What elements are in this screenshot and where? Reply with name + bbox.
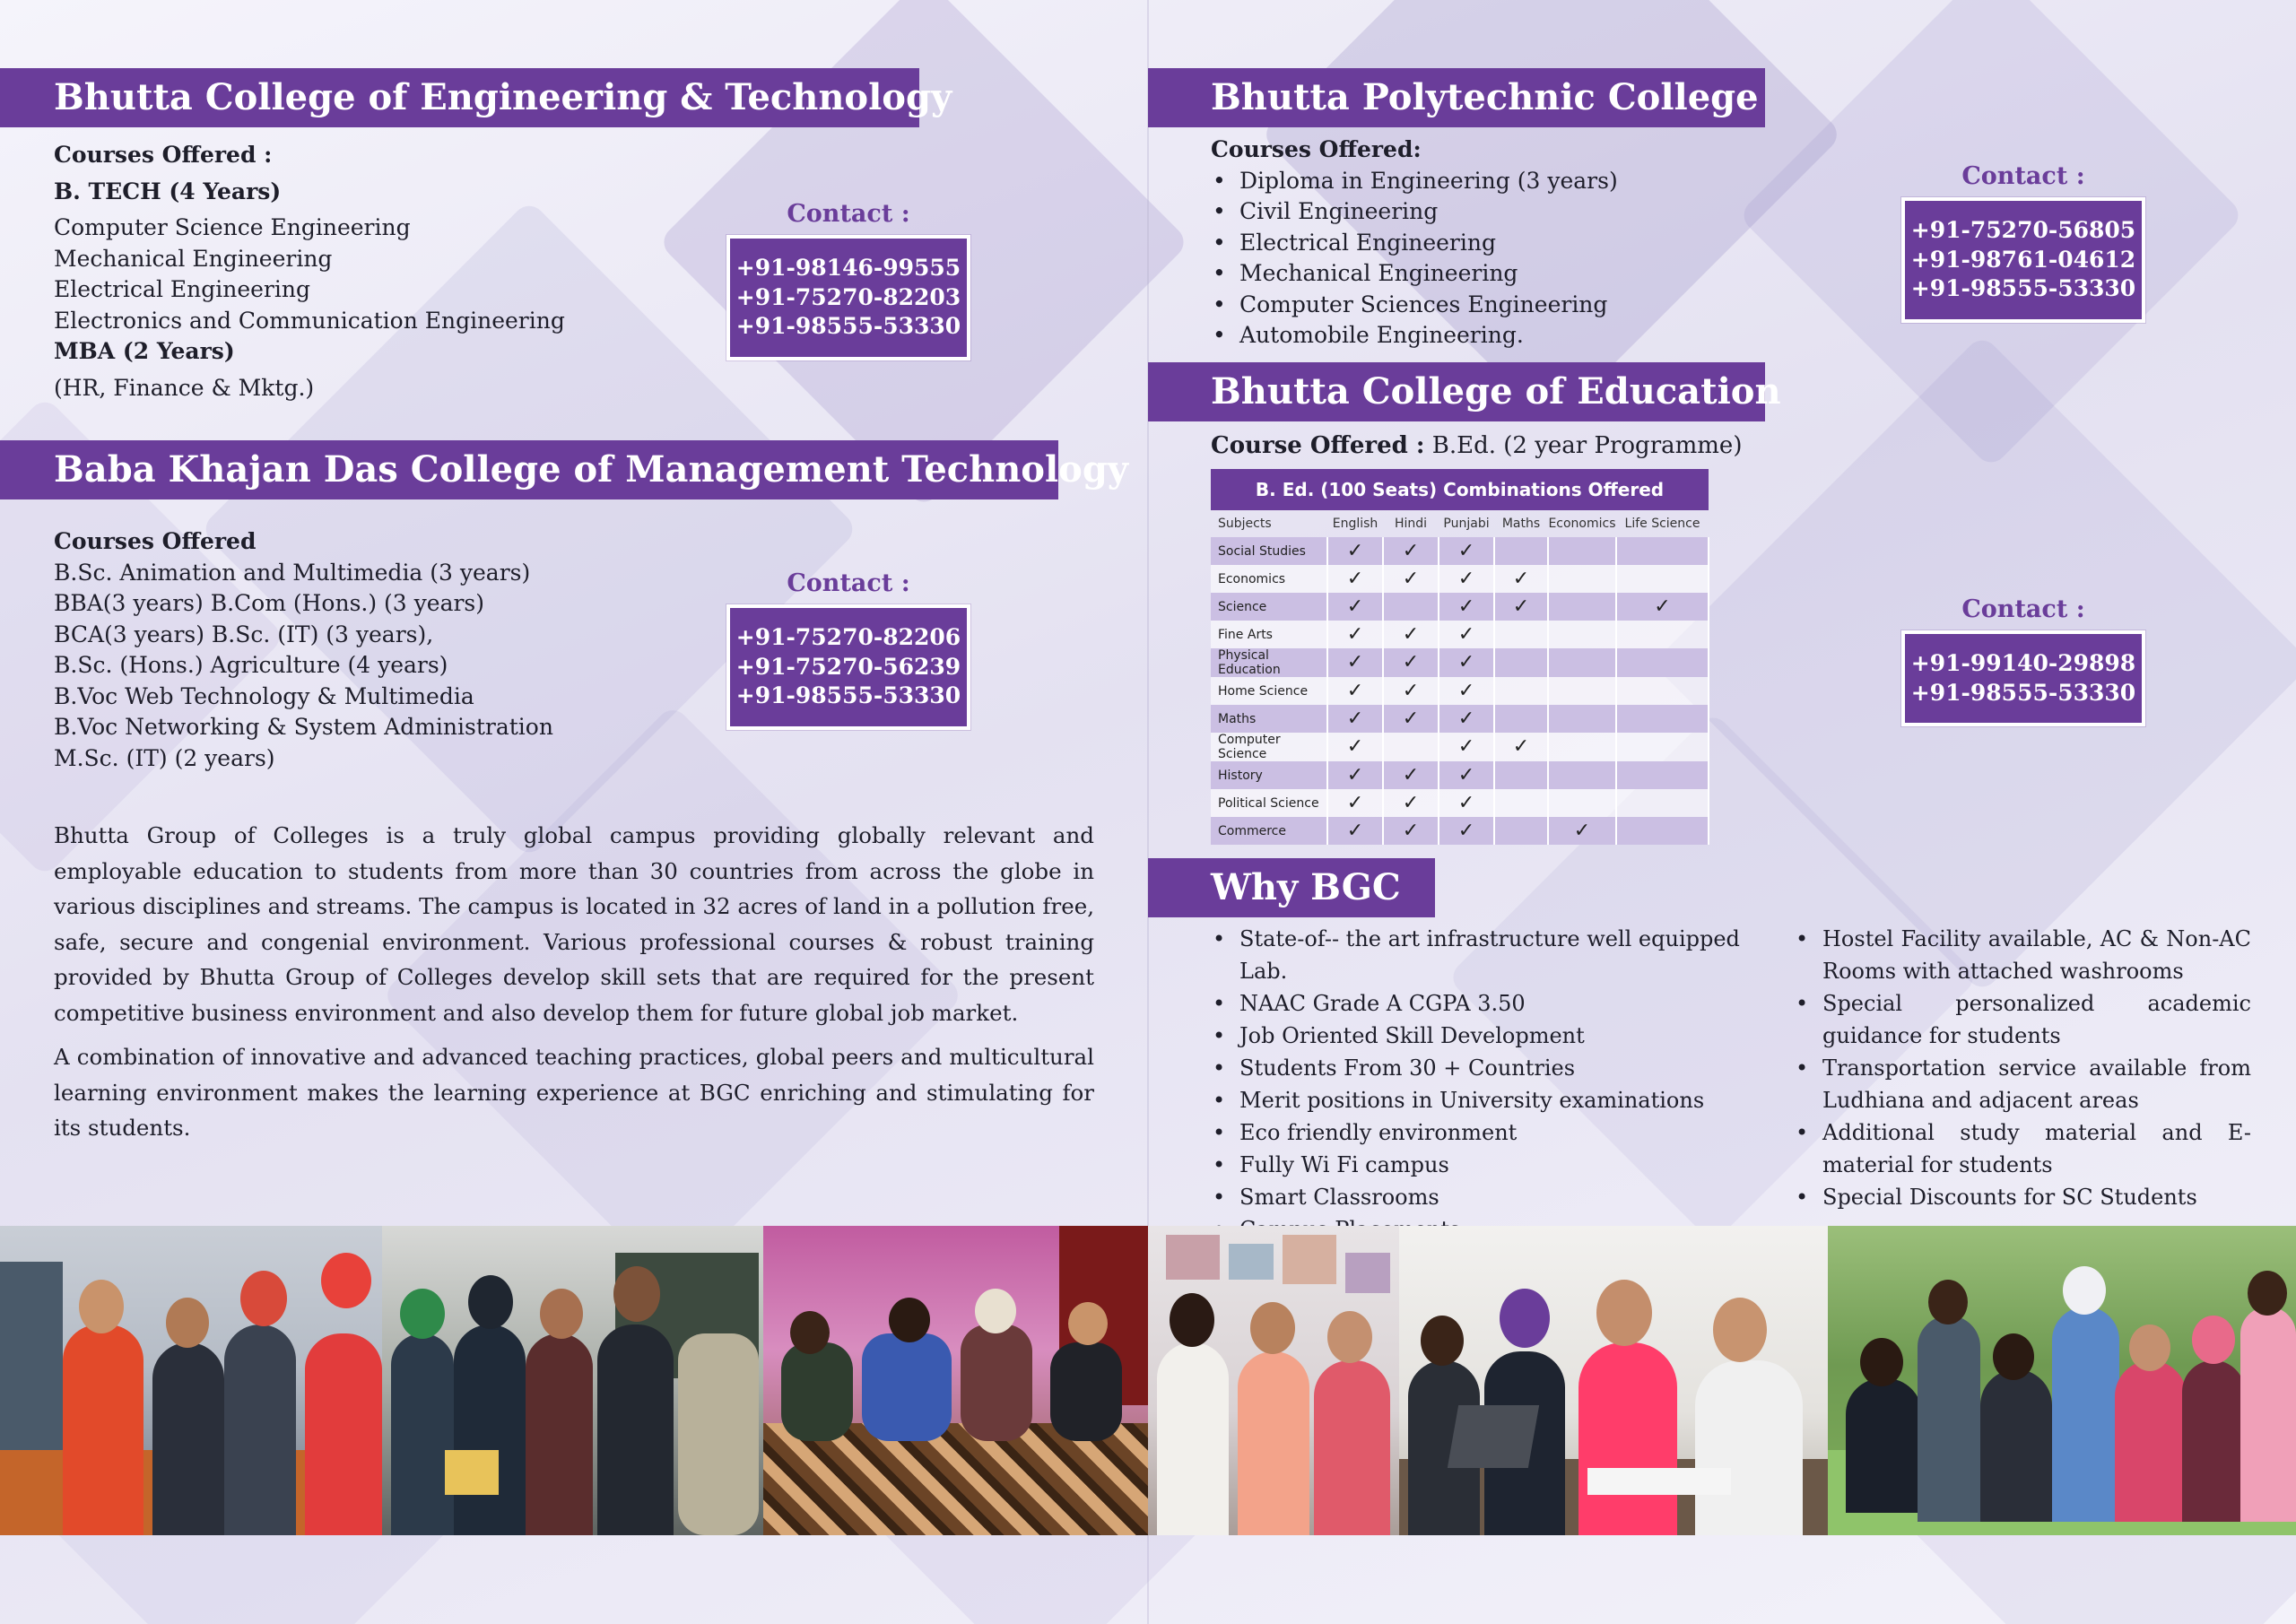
- engineering-title-band: [0, 68, 952, 127]
- subject-cell: Social Studies: [1211, 537, 1327, 565]
- empty-cell: [1548, 789, 1616, 817]
- empty-cell: [1548, 677, 1616, 705]
- check-mark-icon: ✓: [1494, 733, 1548, 761]
- check-mark-icon: ✓: [1383, 621, 1439, 648]
- check-mark-icon: ✓: [1439, 789, 1494, 817]
- why-bgc-item: • Merit positions in University examinations: [1211, 1084, 1767, 1116]
- bed-table-row: [1211, 761, 1709, 789]
- contact-label: Contact :: [787, 200, 910, 228]
- check-mark-icon: ✓: [1327, 789, 1383, 817]
- btech-item: Electrical Engineering: [54, 276, 310, 302]
- education-course-label: Course Offered :: [1211, 432, 1425, 459]
- why-bgc-item: • State-of-- the art infrastructure well equipped Lab.: [1211, 923, 1767, 987]
- polytechnic-courses: [1211, 135, 1618, 352]
- check-mark-icon: ✓: [1383, 537, 1439, 565]
- empty-cell: [1383, 593, 1439, 621]
- photo-mechanical-lab: [382, 1226, 763, 1535]
- polytechnic-title: Bhutta Polytechnic College: [1211, 76, 1759, 118]
- management-item: B.Voc Web Technology & Multimedia: [54, 682, 474, 709]
- subject-cell: History: [1211, 761, 1327, 789]
- btech-heading: B. TECH (4 Years): [54, 178, 282, 204]
- check-mark-icon: ✓: [1327, 733, 1383, 761]
- check-mark-icon: ✓: [1327, 565, 1383, 593]
- phone-number: +91-98555-53330: [735, 313, 961, 339]
- check-mark-icon: ✓: [1327, 705, 1383, 733]
- empty-cell: [1494, 648, 1548, 677]
- phone-number: +91-98555-53330: [1910, 679, 2136, 706]
- contact-phone-box: [1901, 630, 2145, 726]
- photo-student-group-study: [763, 1226, 1148, 1535]
- empty-cell: [1548, 648, 1616, 677]
- why-bgc-item: • Hostel Facility available, AC & Non-AC Rooms with attached washrooms: [1794, 923, 2251, 987]
- check-mark-icon: ✓: [1383, 705, 1439, 733]
- check-mark-icon: ✓: [1327, 761, 1383, 789]
- btech-item: Mechanical Engineering: [54, 245, 333, 272]
- check-mark-icon: ✓: [1439, 705, 1494, 733]
- check-mark-icon: ✓: [1439, 817, 1494, 845]
- engineering-courses-heading: Courses Offered :: [54, 142, 273, 168]
- why-bgc-item: • Special personalized academic guidance for students: [1794, 987, 2251, 1052]
- polytechnic-courses-heading: Courses Offered:: [1211, 136, 1422, 162]
- check-mark-icon: ✓: [1327, 537, 1383, 565]
- polytechnic-item: • Diploma in Engineering (3 years): [1211, 166, 1618, 197]
- why-bgc-title: Why BGC: [1211, 866, 1401, 908]
- management-title: Baba Khajan Das College of Management Technology: [54, 448, 1129, 491]
- subject-cell: Fine Arts: [1211, 621, 1327, 648]
- phone-number: +91-98555-53330: [735, 682, 961, 708]
- why-bgc-list-1: [1211, 923, 1767, 1246]
- why-bgc-item: • Special Discounts for SC Students: [1794, 1181, 2251, 1213]
- check-mark-icon: ✓: [1383, 817, 1439, 845]
- photo-outdoor-students: [1828, 1226, 2296, 1535]
- check-mark-icon: ✓: [1548, 817, 1616, 845]
- subject-cell: Commerce: [1211, 817, 1327, 845]
- management-item: B.Sc. Animation and Multimedia (3 years): [54, 559, 531, 586]
- polytechnic-title-band: [1148, 68, 1765, 127]
- check-mark-icon: ✓: [1439, 621, 1494, 648]
- subject-cell: Physical Education: [1211, 648, 1327, 677]
- bed-table-row: [1211, 648, 1709, 677]
- check-mark-icon: ✓: [1494, 565, 1548, 593]
- polytechnic-item: • Mechanical Engineering: [1211, 258, 1618, 290]
- engineering-contact: [726, 197, 970, 360]
- management-contact: [726, 567, 970, 730]
- btech-item: Electronics and Communication Engineering: [54, 307, 565, 334]
- empty-cell: [1494, 677, 1548, 705]
- bed-table-title: B. Ed. (100 Seats) Combinations Offered: [1211, 469, 1709, 510]
- column-header: Hindi: [1394, 517, 1428, 531]
- bed-table-row: [1211, 733, 1709, 761]
- management-item: M.Sc. (IT) (2 years): [54, 744, 275, 771]
- check-mark-icon: ✓: [1327, 677, 1383, 705]
- check-mark-icon: ✓: [1383, 761, 1439, 789]
- empty-cell: [1548, 761, 1616, 789]
- bed-table-row: [1211, 789, 1709, 817]
- column-header: English: [1332, 517, 1378, 531]
- photo-students-gallery: [1148, 1226, 1399, 1535]
- check-mark-icon: ✓: [1494, 593, 1548, 621]
- column-header: Maths: [1501, 517, 1541, 531]
- empty-cell: [1616, 761, 1709, 789]
- why-bgc-item: • Transportation service available from Ludhiana and adjacent areas: [1794, 1052, 2251, 1116]
- phone-number: +91-75270-56239: [735, 653, 961, 680]
- contact-phone-box: [726, 604, 970, 730]
- management-item: BBA(3 years) B.Com (Hons.) (3 years): [54, 590, 485, 616]
- photo-classroom-students: [1399, 1226, 1828, 1535]
- empty-cell: [1616, 705, 1709, 733]
- why-bgc-list-2: [1794, 923, 2251, 1213]
- why-bgc-item: • Eco friendly environment: [1211, 1116, 1767, 1149]
- bed-table-body: [1211, 537, 1709, 845]
- subject-cell: Science: [1211, 593, 1327, 621]
- check-mark-icon: ✓: [1383, 677, 1439, 705]
- empty-cell: [1616, 537, 1709, 565]
- empty-cell: [1494, 621, 1548, 648]
- empty-cell: [1616, 677, 1709, 705]
- management-title-band: [0, 440, 1129, 499]
- bed-combinations-table: [1211, 469, 1709, 845]
- subject-cell: Home Science: [1211, 677, 1327, 705]
- phone-number: +91-75270-82203: [735, 283, 961, 310]
- polytechnic-item: • Computer Sciences Engineering: [1211, 290, 1618, 321]
- column-header: Life Science: [1624, 517, 1700, 531]
- why-bgc-item: • Fully Wi Fi campus: [1211, 1149, 1767, 1181]
- education-contact: [1901, 593, 2145, 726]
- check-mark-icon: ✓: [1327, 817, 1383, 845]
- btech-item: Computer Science Engineering: [54, 214, 411, 240]
- why-bgc-title-band: [1148, 858, 1435, 917]
- education-course: [1211, 430, 1742, 462]
- management-item: BCA(3 years) B.Sc. (IT) (3 years),: [54, 621, 434, 647]
- polytechnic-course-list: [1211, 166, 1618, 352]
- empty-cell: [1548, 621, 1616, 648]
- empty-cell: [1616, 648, 1709, 677]
- empty-cell: [1494, 789, 1548, 817]
- empty-cell: [1616, 733, 1709, 761]
- bed-table-row: [1211, 621, 1709, 648]
- contact-phone-box: [726, 235, 970, 360]
- polytechnic-item: • Automobile Engineering.: [1211, 320, 1618, 352]
- about-paragraph-1: Bhutta Group of Colleges is a truly global campus providing globally relevant and employable education to students from more than 30 countries from across the globe in various disciplines and streams. The campus is located in 32 acres of land in a pollution free, safe, secure and congenial environment. Various professional courses & robust training provided by Bhutta Group of Colleges develop skill sets that are required for the present competitive business environment and also develop them for future global job market.: [54, 822, 1094, 1026]
- why-bgc-item: • Students From 30 + Countries: [1211, 1052, 1767, 1084]
- bed-table-row: [1211, 593, 1709, 621]
- management-courses: [54, 526, 553, 774]
- contact-label: Contact :: [1961, 162, 2085, 190]
- why-bgc-item: • Smart Classrooms: [1211, 1181, 1767, 1213]
- management-item: B.Sc. (Hons.) Agriculture (4 years): [54, 652, 448, 678]
- education-course-value: B.Ed. (2 year Programme): [1431, 432, 1743, 459]
- contact-label: Contact :: [787, 569, 910, 597]
- check-mark-icon: ✓: [1327, 621, 1383, 648]
- phone-number: +91-98146-99555: [735, 255, 961, 281]
- empty-cell: [1494, 705, 1548, 733]
- empty-cell: [1548, 705, 1616, 733]
- phone-number: +91-98555-53330: [1910, 275, 2136, 301]
- contact-phone-box: [1901, 197, 2145, 323]
- check-mark-icon: ✓: [1439, 593, 1494, 621]
- empty-cell: [1548, 733, 1616, 761]
- engineering-courses: [54, 140, 565, 404]
- empty-cell: [1494, 817, 1548, 845]
- bed-table-header: [1211, 510, 1709, 537]
- education-title: Bhutta College of Education: [1211, 370, 1781, 413]
- empty-cell: [1616, 565, 1709, 593]
- check-mark-icon: ✓: [1616, 593, 1709, 621]
- mba-detail: (HR, Finance & Mktg.): [54, 374, 315, 401]
- polytechnic-item: • Electrical Engineering: [1211, 228, 1618, 259]
- check-mark-icon: ✓: [1439, 677, 1494, 705]
- photo-lab-training: [0, 1226, 382, 1535]
- management-courses-heading: Courses Offered: [54, 528, 257, 554]
- bed-table-row: [1211, 705, 1709, 733]
- mba-heading: MBA (2 Years): [54, 338, 235, 364]
- phone-number: +91-99140-29898: [1910, 650, 2136, 676]
- polytechnic-item: • Civil Engineering: [1211, 196, 1618, 228]
- empty-cell: [1383, 733, 1439, 761]
- bed-table-row: [1211, 537, 1709, 565]
- check-mark-icon: ✓: [1439, 565, 1494, 593]
- subject-cell: Maths: [1211, 705, 1327, 733]
- phone-number: +91-75270-56805: [1910, 217, 2136, 243]
- empty-cell: [1548, 565, 1616, 593]
- empty-cell: [1548, 537, 1616, 565]
- contact-label: Contact :: [1961, 595, 2085, 623]
- check-mark-icon: ✓: [1327, 593, 1383, 621]
- why-bgc-item: • NAAC Grade A CGPA 3.50: [1211, 987, 1767, 1020]
- column-header: Subjects: [1218, 517, 1272, 531]
- subject-cell: Economics: [1211, 565, 1327, 593]
- column-header: Punjabi: [1443, 517, 1490, 531]
- column-header: Economics: [1548, 517, 1616, 531]
- empty-cell: [1616, 817, 1709, 845]
- about-paragraph-2: A combination of innovative and advanced teaching practices, global peers and multicultural learning environment makes the learning experience at BGC enriching and stimulating for its students.: [54, 1044, 1094, 1141]
- check-mark-icon: ✓: [1383, 565, 1439, 593]
- check-mark-icon: ✓: [1439, 648, 1494, 677]
- empty-cell: [1548, 593, 1616, 621]
- bed-table-row: [1211, 677, 1709, 705]
- phone-number: +91-75270-82206: [735, 624, 961, 650]
- check-mark-icon: ✓: [1327, 648, 1383, 677]
- management-item: B.Voc Networking & System Administration: [54, 714, 553, 740]
- education-title-band: [1148, 362, 1781, 421]
- check-mark-icon: ✓: [1383, 648, 1439, 677]
- bed-table-grid: [1211, 510, 1709, 845]
- empty-cell: [1494, 537, 1548, 565]
- engineering-title: Bhutta College of Engineering & Technology: [54, 76, 952, 118]
- check-mark-icon: ✓: [1439, 761, 1494, 789]
- phone-number: +91-98761-04612: [1910, 246, 2136, 273]
- subject-cell: Political Science: [1211, 789, 1327, 817]
- empty-cell: [1494, 761, 1548, 789]
- empty-cell: [1616, 621, 1709, 648]
- bed-table-row: [1211, 817, 1709, 845]
- check-mark-icon: ✓: [1439, 537, 1494, 565]
- why-bgc-item: • Additional study material and E-material for students: [1794, 1116, 2251, 1181]
- check-mark-icon: ✓: [1439, 733, 1494, 761]
- subject-cell: Computer Science: [1211, 733, 1327, 761]
- empty-cell: [1616, 789, 1709, 817]
- bed-table-row: [1211, 565, 1709, 593]
- check-mark-icon: ✓: [1383, 789, 1439, 817]
- polytechnic-contact: [1901, 160, 2145, 323]
- why-bgc-item: • Job Oriented Skill Development: [1211, 1020, 1767, 1052]
